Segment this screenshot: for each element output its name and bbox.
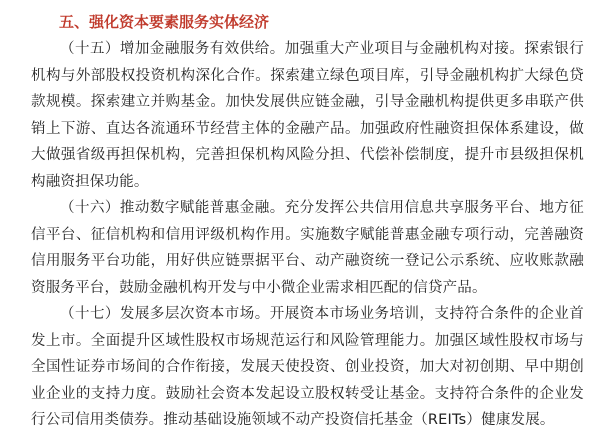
paragraph-17 [31, 301, 584, 434]
paragraph-16 [31, 195, 584, 301]
paragraph-text: 发展多层次资本市场。开展资本市场业务培训，支持符合条件的企业首发上市。全面提升区域性股权市场规范运行和风险管理能力。加强区域性股权市场与全国性证券市场间的合作衔接，发展天使投资、创业投资，加大对初创期、早中期创业企业的支持力度。鼓励社会资本发起设立股权转受让基金。支持符合条件的企业发行公司信用类债券。推动基础设施领域不动产投资信托基金（REITs）健康发展。 [31, 306, 584, 428]
paragraph-text: 推动数字赋能普惠金融。充分发挥公共信用信息共享服务平台、地方征信平台、征信机构和信用评级机构作用。实施数字赋能普惠金融专项行动，完善融资信用服务平台功能，用好供应链票据平台、动产融资统一登记公示系统、应收账款融资服务平台，鼓励金融机构开发与中小微企业需求相匹配的信贷产品。 [31, 200, 584, 296]
paragraph-text: 增加金融服务有效供给。加强重大产业项目与金融机构对接。探索银行机构与外部股权投资机构深化合作。探索建立绿色项目库，引导金融机构扩大绿色贷款规模。探索建立并购基金。加快发展供应链金融，引导金融机构提供更多串联产供销上下游、直达各流通环节经营主体的金融产品。加强政府性融资担保体系建设，做大做强省级再担保机构，完善担保机构风险分担、代偿补偿制度，提升市县级担保机构融资担保功能。 [31, 41, 584, 190]
paragraph-number: （十七） [60, 306, 120, 322]
paragraph-15 [31, 36, 584, 195]
section-heading: 五、强化资本要素服务实体经济 [59, 13, 270, 31]
paragraph-number: （十五） [60, 41, 120, 57]
paragraph-number: （十六） [60, 200, 120, 216]
